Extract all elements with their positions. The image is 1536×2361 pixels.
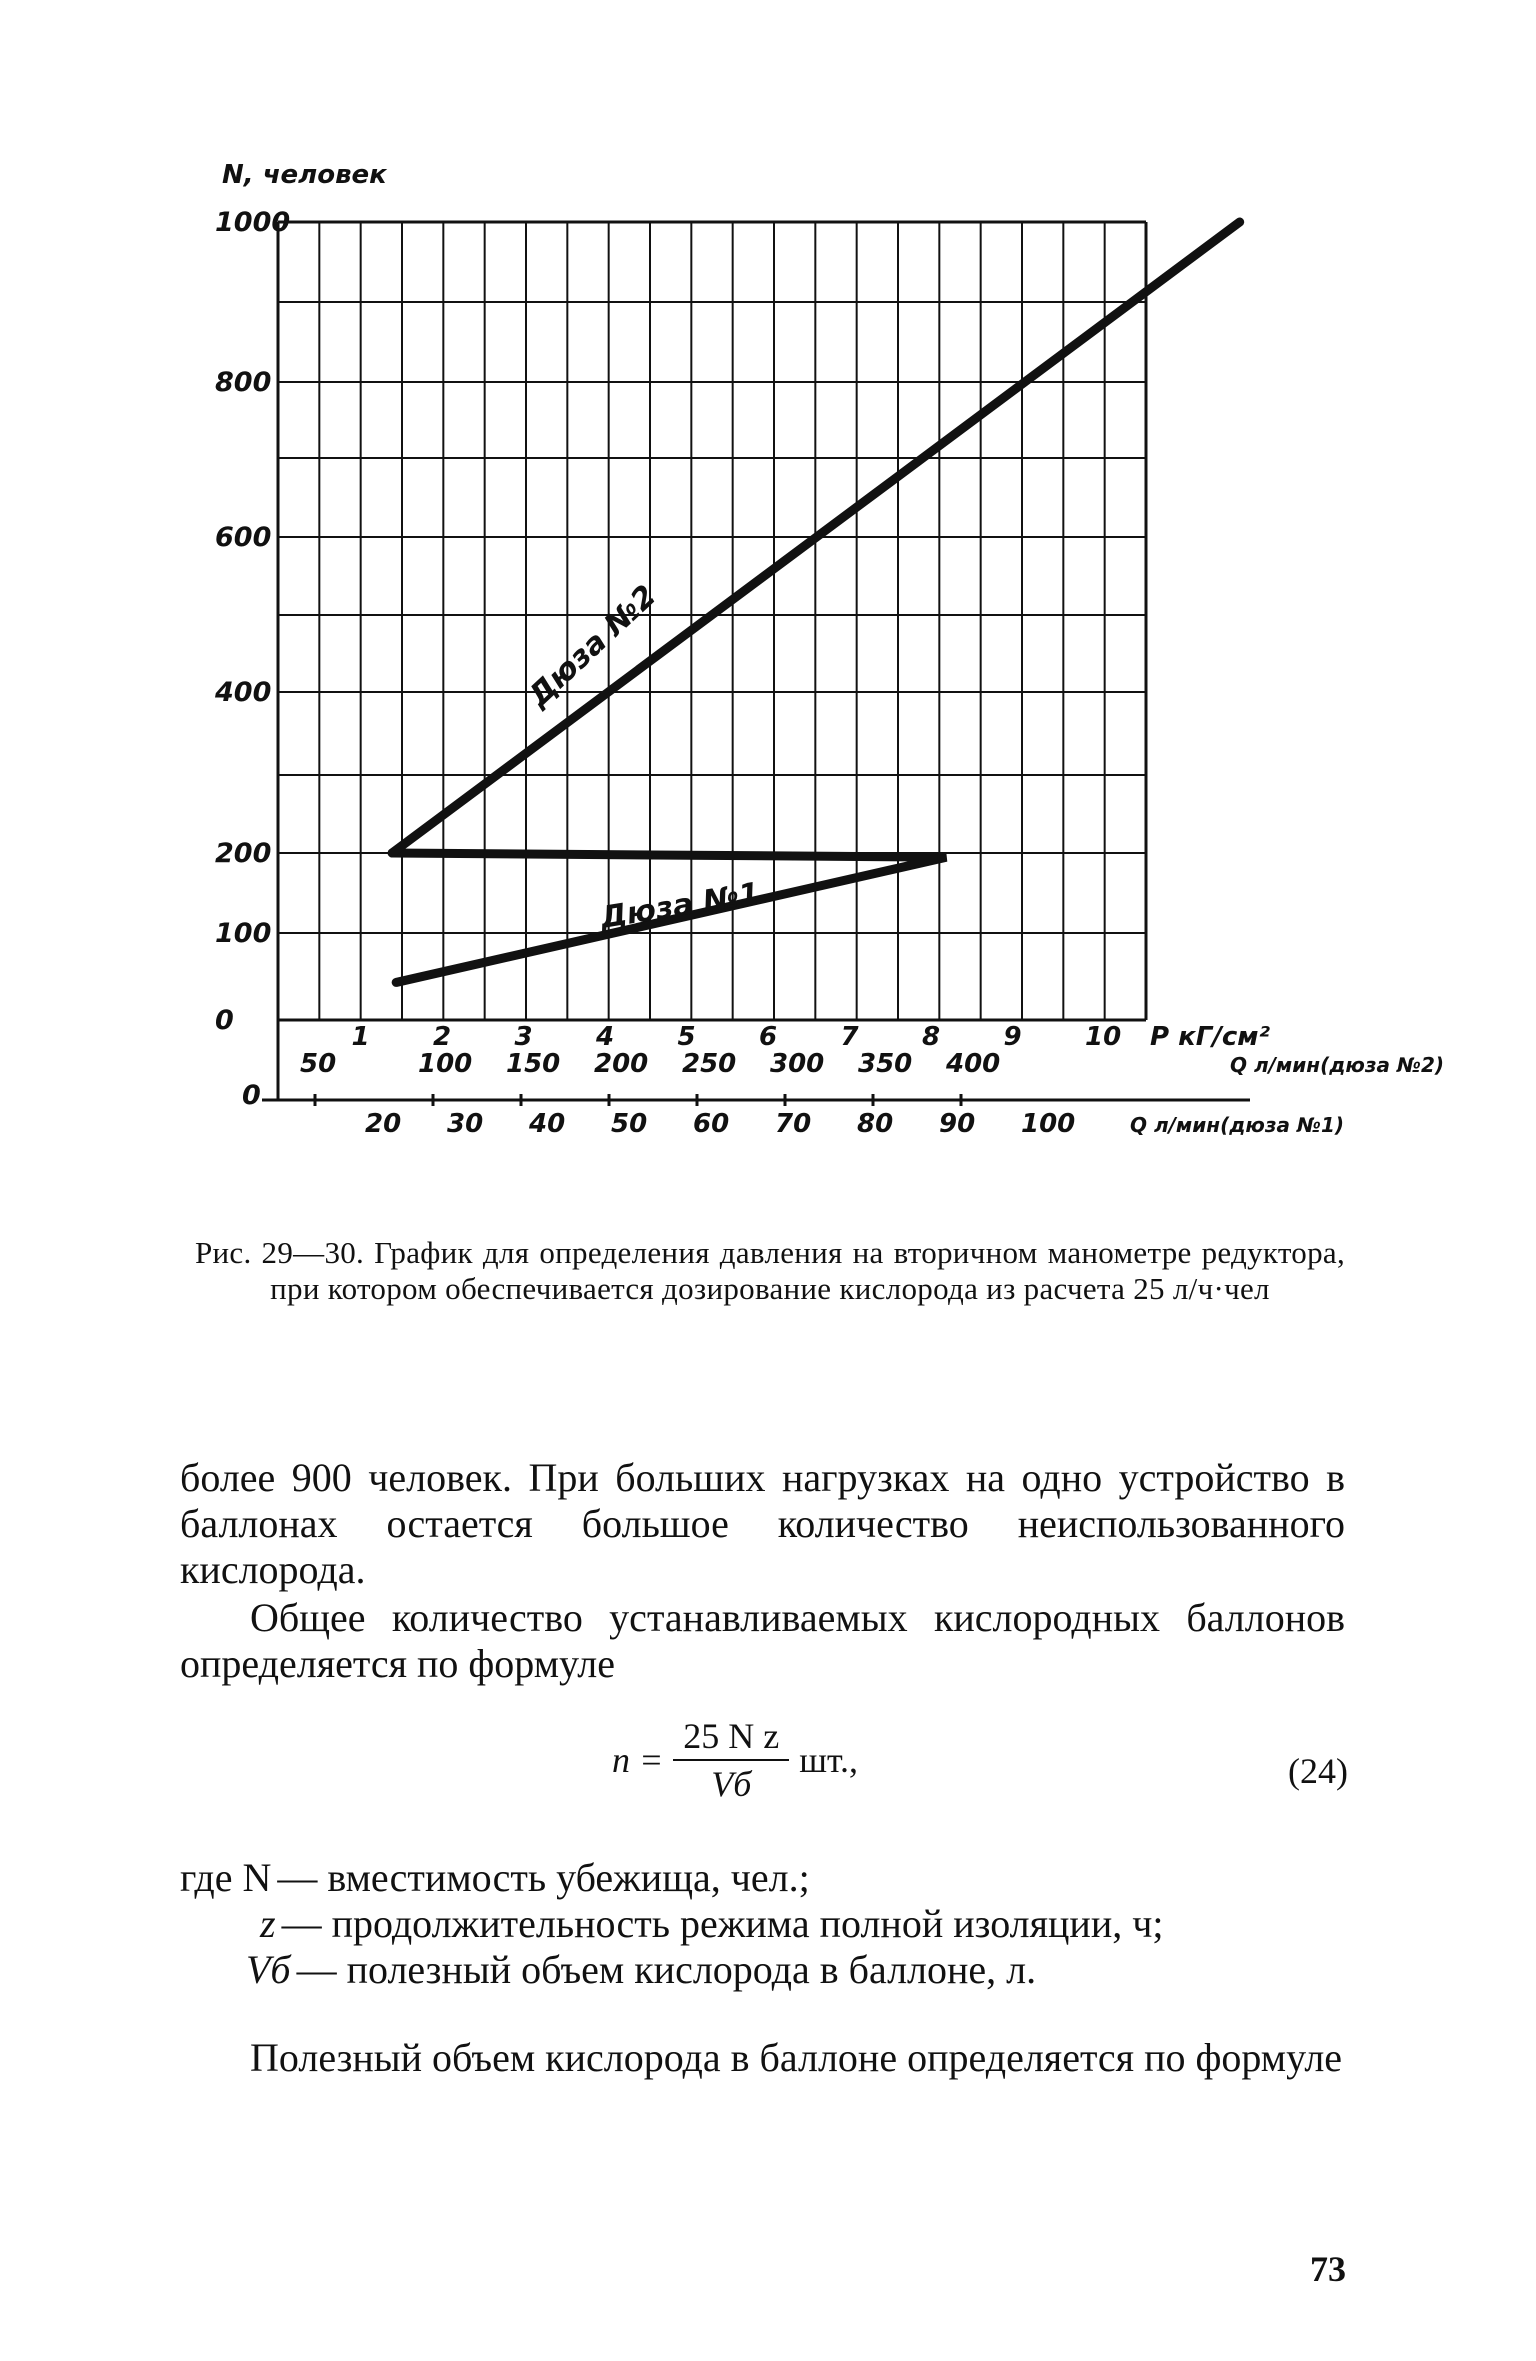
formula-fraction <box>673 1715 789 1805</box>
equation-number: (24) <box>1288 1751 1348 1791</box>
x-axis-unit: Q л/мин(дюза №1) <box>1130 1113 1345 1137</box>
definition-symbol: Vб <box>246 1947 291 1992</box>
x-tick-label: 350 <box>858 1049 913 1079</box>
formula-24 <box>612 1715 858 1805</box>
series-label: Дюза №1 <box>597 876 763 936</box>
formula-denominator: Vб <box>711 1764 752 1804</box>
x-tick-label: 1 <box>351 1022 370 1052</box>
paragraph-1-text: более 900 человек. При больших нагрузках на одно устройство в баллонах остается большое количество неиспользованного кислорода. <box>180 1455 1345 1592</box>
x-tick-label: 4 <box>596 1022 615 1052</box>
x-axis-unit: P кГ/см² <box>1150 1022 1270 1052</box>
formula-lhs: n = <box>612 1740 664 1780</box>
paragraph-3-text: Полезный объем кислорода в баллоне определяется по формуле <box>250 2035 1343 2080</box>
page-number: 73 <box>1310 2249 1346 2289</box>
x-tick-label: 50 <box>300 1049 337 1079</box>
y-tick-label: 1000 <box>215 207 291 238</box>
x-tick-label: 100 <box>418 1049 473 1079</box>
definition-z <box>180 1901 1345 1947</box>
y-tick-label: 400 <box>215 677 272 708</box>
x-tick-label: 10 <box>1085 1022 1122 1052</box>
series-label: Дюза №2 <box>521 578 664 714</box>
y-tick-label: 600 <box>215 522 272 553</box>
y-axis-title: N, человек <box>222 160 387 190</box>
y-tick-label: 100 <box>215 918 272 949</box>
zero-label: 0 <box>242 1080 261 1111</box>
x-tick-label: 200 <box>594 1049 649 1079</box>
x-tick-label: 300 <box>770 1049 825 1079</box>
x-tick-label: 70 <box>775 1109 812 1139</box>
x-tick-label: 20 <box>365 1109 402 1139</box>
x-tick-label: 60 <box>693 1109 730 1139</box>
definition-N <box>180 1855 1345 1901</box>
y-tick-label: 0 <box>215 1005 234 1036</box>
definitions-list <box>180 1855 1345 1993</box>
x-tick-label: 6 <box>759 1022 778 1052</box>
y-tick-label: 200 <box>215 838 272 869</box>
paragraph-2 <box>180 1595 1345 1687</box>
definition-text: — полезный объем кислорода в баллоне, л. <box>296 1947 1037 1992</box>
definition-symbol: z <box>260 1901 276 1946</box>
x-tick-label: 100 <box>1021 1109 1076 1139</box>
definition-text: — вместимость убежища, чел.; <box>277 1855 810 1900</box>
x-tick-label: 30 <box>447 1109 484 1139</box>
x-tick-label: 7 <box>840 1022 859 1052</box>
x-tick-label: 3 <box>514 1022 533 1052</box>
x-tick-label: 40 <box>529 1109 566 1139</box>
chart <box>0 0 1536 1180</box>
figure-caption: Рис. 29—30. График для определения давления на вторичном манометре редуктора, при котором обеспечивается дозирование кислорода из расчета 25 л/ч·чел <box>195 1235 1345 1306</box>
x-tick-label: 150 <box>506 1049 561 1079</box>
formula-suffix: шт., <box>799 1740 859 1780</box>
paragraph-1 <box>180 1455 1345 1593</box>
formula-numerator: 25 N z <box>673 1715 789 1761</box>
definition-text: — продолжительность режима полной изоляции, ч; <box>281 1901 1164 1946</box>
x-tick-label: 90 <box>939 1109 976 1139</box>
x-tick-label: 5 <box>677 1022 696 1052</box>
x-tick-label: 80 <box>857 1109 894 1139</box>
paragraph-3 <box>180 2035 1345 2081</box>
x-tick-label: 50 <box>611 1109 648 1139</box>
chart-grid <box>262 222 1250 1100</box>
x-tick-label: 9 <box>1003 1022 1022 1052</box>
paragraph-2-text: Общее количество устанавливаемых кислородных баллонов определяется по формуле <box>180 1595 1345 1686</box>
x-tick-label: 400 <box>946 1049 1001 1079</box>
definition-symbol: где N <box>180 1855 272 1900</box>
y-tick-label: 800 <box>215 367 272 398</box>
x-tick-label: 250 <box>682 1049 737 1079</box>
definition-Vb <box>180 1947 1345 1993</box>
x-tick-label: 8 <box>922 1022 941 1052</box>
x-axis-unit: Q л/мин(дюза №2) <box>1230 1053 1445 1077</box>
x-tick-label: 2 <box>433 1022 452 1052</box>
chart-labels <box>214 160 1444 1139</box>
